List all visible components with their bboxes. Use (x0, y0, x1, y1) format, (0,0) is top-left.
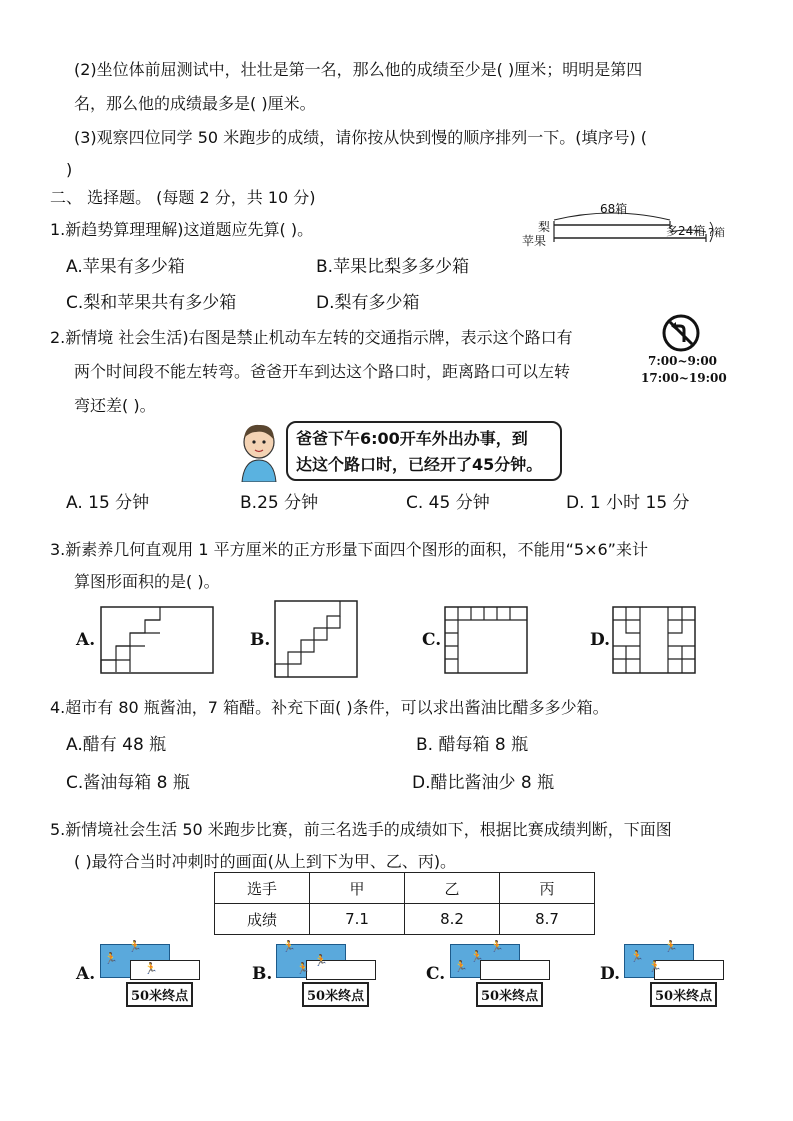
figure-c-frame (444, 606, 528, 674)
no-left-turn-sign-icon (662, 314, 700, 356)
q3-figure-b[interactable] (274, 600, 358, 682)
q3-figure-c[interactable] (444, 606, 528, 678)
q4-option-b[interactable]: B. 醋每箱 8 瓶 (416, 735, 529, 755)
speech-bubble (286, 421, 562, 481)
q5-label-a[interactable]: A. (76, 964, 96, 984)
q1-option-d[interactable]: D.梨有多少箱 (316, 293, 420, 313)
q1-option-b[interactable]: B.苹果比梨多多少箱 (316, 257, 470, 277)
q5-figure-a[interactable] (100, 940, 200, 1006)
q5-label-d[interactable]: D. (600, 964, 621, 984)
runner-icon: 🏃 (490, 940, 504, 953)
table-cell: 8.7 (500, 904, 595, 935)
figure-d-shape (612, 606, 696, 674)
label-question: ?箱 (708, 226, 725, 239)
runner-icon: 🏃 (296, 962, 310, 975)
q3-label-c[interactable]: C. (422, 630, 442, 650)
table-cell: 8.2 (405, 904, 500, 935)
table-header-cell: 甲 (310, 873, 405, 904)
label-68: 68箱 (600, 202, 628, 216)
q5-label-b[interactable]: B. (252, 964, 273, 984)
q3-line-2: 算图形面积的是( )。 (74, 572, 220, 591)
table-header-row (215, 873, 595, 904)
track-extension (480, 960, 550, 980)
q5-line-1: 5.新情境社会生活 50 米跑步比赛，前三名选手的成绩如下，根据比赛成绩判断，下面图 (50, 820, 672, 839)
q2-line-1: 2.新情境 社会生活)右图是禁止机动车左转的交通指示牌，表示这个路口有 (50, 328, 573, 347)
runner-icon: 🏃 (470, 950, 484, 963)
q2-option-a[interactable]: A. 15 分钟 (66, 493, 150, 513)
track-extension (130, 960, 200, 980)
q4-option-a[interactable]: A.醋有 48 瓶 (66, 735, 167, 755)
table-cell: 成绩 (215, 904, 310, 935)
finish-label: 50米终点 (302, 982, 369, 1007)
q5-figure-c[interactable] (450, 940, 550, 1006)
runner-icon: 🏃 (664, 940, 678, 953)
q4-stem: 4.超市有 80 瓶酱油，7 箱醋。补充下面( )条件，可以求出酱油比醋多多少箱。 (50, 698, 609, 717)
sign-time-2: 17:00~19:00 (641, 371, 727, 385)
runner-icon: 🏃 (648, 960, 662, 973)
speech-line-1: 爸爸下午6:00开车外出办事，到 (296, 429, 528, 448)
q1-option-a[interactable]: A.苹果有多少箱 (66, 257, 185, 277)
q3-label-d[interactable]: D. (590, 630, 611, 650)
runner-icon: 🏃 (630, 950, 644, 963)
figure-b-staircase (274, 600, 358, 678)
table-row (215, 904, 595, 935)
figure-a-staircase (100, 606, 214, 674)
finish-label: 50米终点 (476, 982, 543, 1007)
table-cell: 7.1 (310, 904, 405, 935)
q-prev-line-2: 名，那么他的成绩最多是( )厘米。 (74, 94, 316, 113)
sign-time-1: 7:00~9:00 (648, 354, 718, 368)
table-header-cell: 丙 (500, 873, 595, 904)
q3-figure-d[interactable] (612, 606, 696, 678)
runner-icon: 🏃 (144, 962, 158, 975)
q3-label-a[interactable]: A. (76, 630, 96, 650)
q-prev-line-3: (3)观察四位同学 50 米跑步的成绩，请你按从快到慢的顺序排列一下。(填序号) ( (74, 128, 648, 147)
q5-figure-b[interactable] (276, 940, 376, 1006)
q2-line-3: 弯还差( )。 (74, 396, 156, 415)
q2-option-d[interactable]: D. 1 小时 15 分 (566, 493, 690, 513)
q2-option-c[interactable]: C. 45 分钟 (406, 493, 490, 513)
q3-figure-a[interactable] (100, 606, 214, 678)
runner-icon: 🏃 (128, 940, 142, 953)
runner-icon: 🏃 (454, 960, 468, 973)
q1-option-c[interactable]: C.梨和苹果共有多少箱 (66, 293, 237, 313)
section-title: 二、 选择题。 (每题 2 分，共 10 分) (50, 188, 316, 207)
q3-line-1: 3.新素养几何直观用 1 平方厘米的正方形量下面四个图形的面积，不能用“5×6”来计 (50, 540, 648, 559)
q2-option-b[interactable]: B.25 分钟 (240, 493, 319, 513)
label-apple: 苹果 (522, 234, 547, 248)
q1-stem: 1.新趋势算理理解)这道题应先算( )。 (50, 220, 314, 239)
speech-line-2: 达这个路口时，已经开了45分钟。 (296, 455, 543, 474)
finish-label: 50米终点 (126, 982, 193, 1007)
table-header-cell: 选手 (215, 873, 310, 904)
boy-avatar-icon (236, 420, 282, 486)
q3-label-b[interactable]: B. (250, 630, 271, 650)
results-table (214, 872, 595, 935)
q-prev-line-1: (2)坐位体前屈测试中，壮壮是第一名，那么他的成绩至少是( )厘米；明明是第四 (74, 60, 643, 79)
track-extension (654, 960, 724, 980)
q4-option-c[interactable]: C.酱油每箱 8 瓶 (66, 773, 190, 793)
table-header-cell: 乙 (405, 873, 500, 904)
runner-icon: 🏃 (104, 952, 118, 965)
q5-line-2: ( )最符合当时冲刺时的画面(从上到下为甲、乙、丙)。 (74, 852, 457, 871)
finish-label: 50米终点 (650, 982, 717, 1007)
q-prev-line-4: ) (66, 160, 73, 179)
q2-line-2: 两个时间段不能左转弯。爸爸开车到达这个路口时，距离路口可以左转 (74, 362, 571, 381)
label-pear: 梨 (538, 220, 551, 234)
q4-option-d[interactable]: D.醋比酱油少 8 瓶 (412, 773, 555, 793)
runner-icon: 🏃 (282, 940, 296, 953)
q5-figure-d[interactable] (624, 940, 724, 1006)
runner-icon: 🏃 (314, 954, 328, 967)
q5-label-c[interactable]: C. (426, 964, 446, 984)
q1-segment-diagram (518, 200, 725, 250)
label-more-24: 多24箱 (666, 224, 706, 238)
